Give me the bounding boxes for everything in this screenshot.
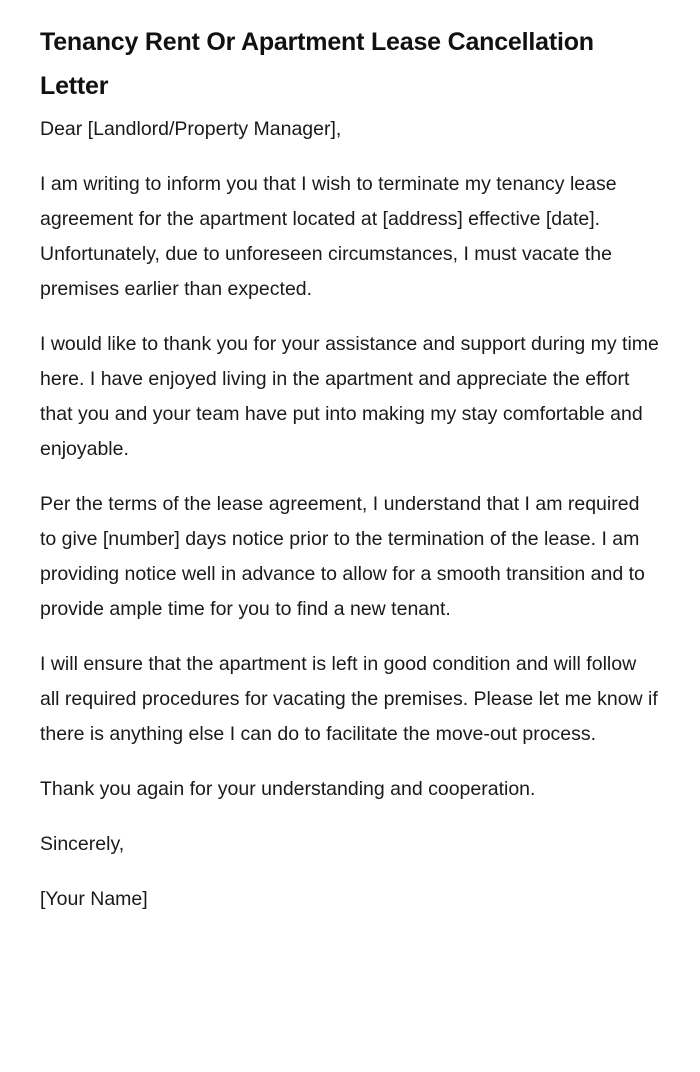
letter-closing: Sincerely, (40, 833, 125, 855)
letter-paragraph-5: Thank you again for your understanding and cooperation. (40, 778, 536, 800)
letter-signature: [Your Name] (40, 888, 148, 910)
letter-paragraph-3: Per the terms of the lease agreement, I understand that I am required to give [number] days notice prior to the termination of the lease. I am providing notice well in advance to allow for a smooth transition and to provide ample time for you to find a new tenant. (40, 493, 645, 620)
letter-page (40, 20, 660, 937)
letter-paragraph-1: I am writing to inform you that I wish to terminate my tenancy lease agreement for the apartment located at [address] effective [date]. Unfortunately, due to unforeseen circumstances, I must vacate the premises earlier than expected. (40, 173, 617, 300)
letter-salutation: Dear [Landlord/Property Manager], (40, 118, 342, 140)
letter-title: Tenancy Rent Or Apartment Lease Cancellation Letter (40, 28, 594, 100)
letter-paragraph-4: I will ensure that the apartment is left in good condition and will follow all required procedures for vacating the premises. Please let me know if there is anything else I can do to facilitate the move-out process. (40, 653, 658, 745)
letter-paragraph-2: I would like to thank you for your assistance and support during my time here. I have enjoyed living in the apartment and appreciate the effort that you and your team have put into making my stay comfortable and enjoyable. (40, 333, 659, 460)
